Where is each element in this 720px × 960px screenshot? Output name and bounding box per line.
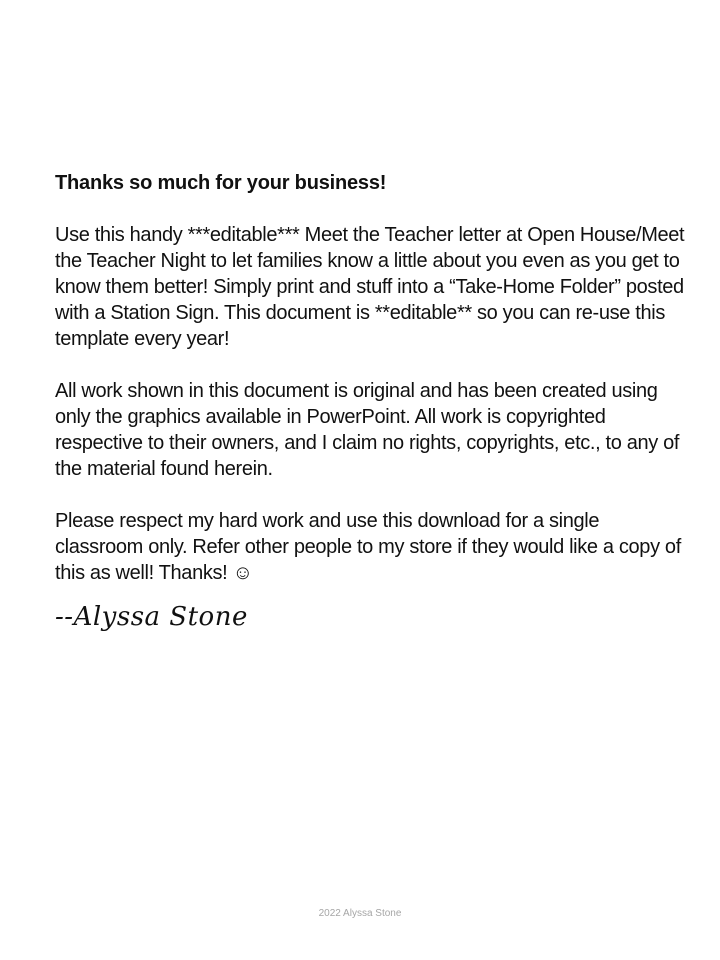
letter-heading: Thanks so much for your business! [55,172,387,194]
author-signature: --Alyssa Stone [55,602,248,632]
footer-copyright: 2022 Alyssa Stone [318,908,402,919]
letter-body [55,170,685,634]
paragraph-copyright: All work shown in this document is original and has been created using only the graphics available in PowerPoint. All work is copyrighted respective to their owners, and I claim no rights, copyrights, etc., to any of the material found herein. [55,380,680,480]
paragraph-intro: Use this handy ***editable*** Meet the Teacher letter at Open House/Meet the Teacher Night to let families know a little about you even as you get to know them better! Simply print and stuff into a “Take-Home Folder” posted with a Station Sign. This document is **editable** so you can re-use this template every year! [55,224,685,350]
paragraph-usage: Please respect my hard work and use this download for a single classroom only. Refer other people to my store if they would like a copy of this as well! Thanks! ☺ [55,510,681,584]
